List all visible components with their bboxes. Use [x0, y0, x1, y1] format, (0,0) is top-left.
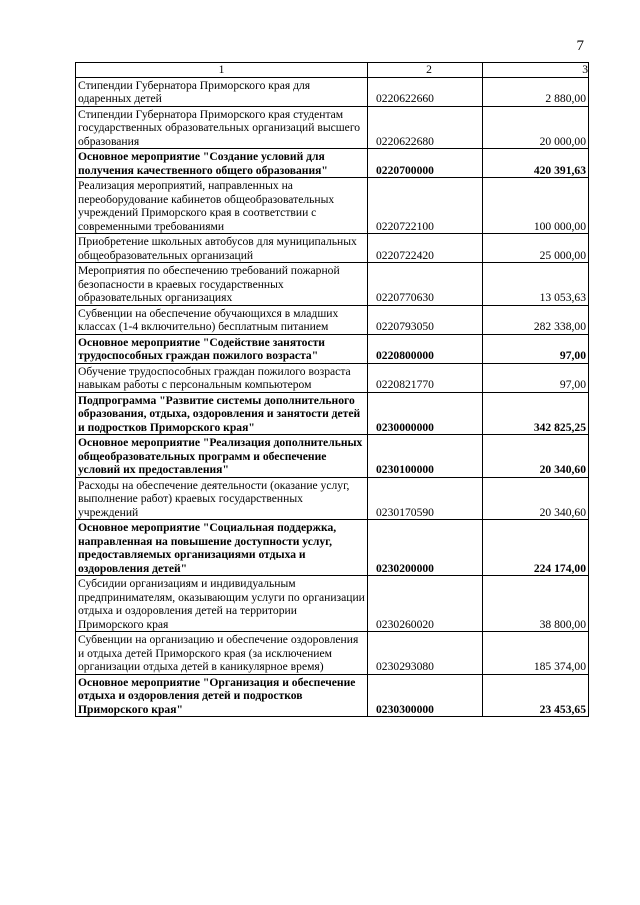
row-name-cell: Подпрограмма "Развитие системы дополнительного образования, отдыха, оздоровления и занятости детей и подростков Приморского края" [76, 392, 368, 435]
row-name-cell: Обучение трудоспособных граждан пожилого возраста навыкам работы с персональным компьютером [76, 363, 368, 392]
row-amount-cell: 20 340,60 [483, 435, 589, 478]
row-name-cell: Реализация мероприятий, направленных на переоборудование кабинетов общеобразовательных учреждений Приморского края в соответствии с современными требованиями [76, 178, 368, 234]
table-row [76, 106, 589, 149]
row-code-cell: 0220622660 [368, 77, 483, 106]
row-code-cell: 0230300000 [368, 674, 483, 717]
row-name-cell: Субвенции на обеспечение обучающихся в младших классах (1-4 включительно) бесплатным питанием [76, 305, 368, 334]
table-row [76, 263, 589, 306]
table-header-row [76, 63, 589, 78]
budget-table [75, 62, 589, 717]
row-amount-cell: 25 000,00 [483, 234, 589, 263]
table-row [76, 234, 589, 263]
row-name-cell: Приобретение школьных автобусов для муниципальных общеобразовательных организаций [76, 234, 368, 263]
row-amount-cell: 13 053,63 [483, 263, 589, 306]
row-name-cell: Основное мероприятие "Социальная поддержка, направленная на повышение доступности услуг, предоставляемых организациями отдыха и оздоровления детей" [76, 520, 368, 576]
row-amount-cell: 2 880,00 [483, 77, 589, 106]
row-name-cell: Расходы на обеспечение деятельности (оказание услуг, выполнение работ) краевых государственных учреждений [76, 477, 368, 520]
table-row [76, 77, 589, 106]
row-code-cell: 0220793050 [368, 305, 483, 334]
table-row-section [76, 674, 589, 717]
row-amount-cell: 342 825,25 [483, 392, 589, 435]
row-name-cell: Основное мероприятие "Реализация дополнительных общеобразовательных программ и обеспечение условий их предоставления" [76, 435, 368, 478]
column-header-3: 3 [483, 63, 589, 78]
row-amount-cell: 97,00 [483, 334, 589, 363]
table-row [76, 178, 589, 234]
row-code-cell: 0220722420 [368, 234, 483, 263]
row-code-cell: 0230200000 [368, 520, 483, 576]
row-code-cell: 0220700000 [368, 149, 483, 178]
row-amount-cell: 420 391,63 [483, 149, 589, 178]
row-name-cell: Основное мероприятие "Содействие занятости трудоспособных граждан пожилого возраста" [76, 334, 368, 363]
row-name-cell: Субвенции на организацию и обеспечение оздоровления и отдыха детей Приморского края (за исключением организации отдыха детей в каникулярное время) [76, 632, 368, 675]
row-code-cell: 0220622680 [368, 106, 483, 149]
row-amount-cell: 185 374,00 [483, 632, 589, 675]
row-code-cell: 0220722100 [368, 178, 483, 234]
row-amount-cell: 100 000,00 [483, 178, 589, 234]
table-row [76, 477, 589, 520]
row-amount-cell: 38 800,00 [483, 576, 589, 632]
row-amount-cell: 23 453,65 [483, 674, 589, 717]
row-name-cell: Субсидии организациям и индивидуальным предпринимателям, оказывающим услуги по организации отдыха и оздоровления детей на территории Приморского края [76, 576, 368, 632]
row-code-cell: 0220800000 [368, 334, 483, 363]
row-amount-cell: 282 338,00 [483, 305, 589, 334]
row-amount-cell: 20 000,00 [483, 106, 589, 149]
row-name-cell: Основное мероприятие "Организация и обеспечение отдыха и оздоровления детей и подростков Приморского края" [76, 674, 368, 717]
row-name-cell: Мероприятия по обеспечению требований пожарной безопасности в краевых государственных образовательных организациях [76, 263, 368, 306]
table-row [76, 363, 589, 392]
page-number: 7 [576, 38, 584, 54]
table-row [76, 632, 589, 675]
table-row-section [76, 149, 589, 178]
row-code-cell: 0230000000 [368, 392, 483, 435]
column-header-2: 2 [368, 63, 483, 78]
row-name-cell: Стипендии Губернатора Приморского края студентам государственных образовательных организаций высшего образования [76, 106, 368, 149]
row-amount-cell: 224 174,00 [483, 520, 589, 576]
row-code-cell: 0230293080 [368, 632, 483, 675]
table-row-section [76, 392, 589, 435]
row-name-cell: Стипендии Губернатора Приморского края для одаренных детей [76, 77, 368, 106]
row-code-cell: 0230100000 [368, 435, 483, 478]
row-amount-cell: 97,00 [483, 363, 589, 392]
table-row-section [76, 520, 589, 576]
row-amount-cell: 20 340,60 [483, 477, 589, 520]
table-row-section [76, 435, 589, 478]
row-code-cell: 0230260020 [368, 576, 483, 632]
table-row [76, 305, 589, 334]
row-code-cell: 0220821770 [368, 363, 483, 392]
row-code-cell: 0220770630 [368, 263, 483, 306]
table-row-section [76, 334, 589, 363]
column-header-1: 1 [76, 63, 368, 78]
row-code-cell: 0230170590 [368, 477, 483, 520]
table-row [76, 576, 589, 632]
row-name-cell: Основное мероприятие "Создание условий для получения качественного общего образования" [76, 149, 368, 178]
